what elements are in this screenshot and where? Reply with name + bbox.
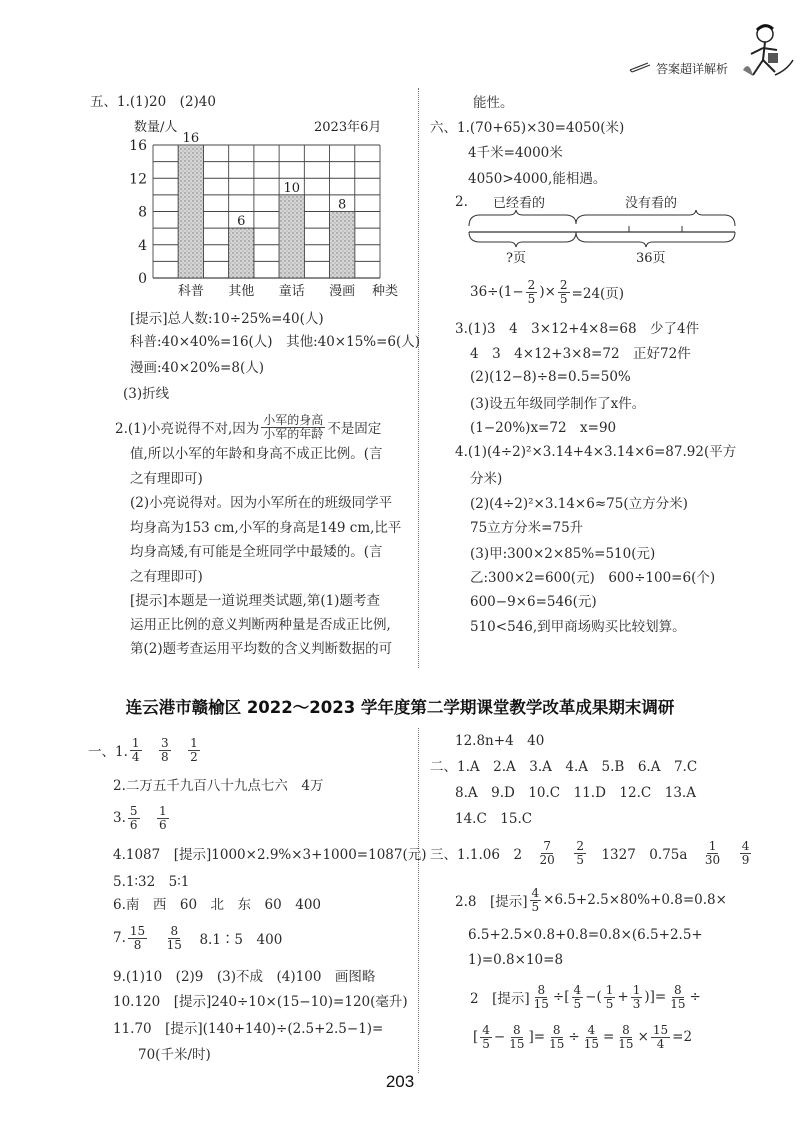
y-tick-label: 12 [129,171,147,188]
fraction-denominator: 5 [527,291,536,306]
fraction-denominator: 9 [741,852,750,867]
answer-text: (3)折线 [123,386,170,402]
answer-line [470,610,686,640]
fraction [157,805,169,832]
fraction-numerator: 1 [159,803,167,818]
answer-line [88,735,202,765]
bar-value-label: 16 [182,131,200,146]
fraction-denominator: 30 [704,852,721,867]
fraction-numerator: 1 [632,982,641,997]
answer-text: 1)=0.8×10=8 [468,952,564,968]
answer-text: 乙:300×2=600(元) 600÷100=6(个) [470,570,716,586]
answer-text: ×6.5+2.5×80%+0.8=0.8× [543,892,727,908]
answer-line [130,632,392,662]
answer-text: =24(页) [571,286,625,302]
y-tick-label: 8 [138,204,147,221]
fraction-denominator: 3 [632,996,641,1011]
answer-text: 4.(1)(4÷2)²×3.14+4×3.14×6=87.92(平方 [455,444,737,460]
fraction [703,840,722,867]
section-title: 连云港市赣榆区 2022～2023 学年度第二学期课堂教学改革成果期末调研 [125,698,675,717]
bar-value-label: 8 [338,197,347,213]
fraction-numerator: 4 [482,1022,490,1037]
answer-line [113,985,408,1015]
fraction-denominator: 8 [133,937,142,952]
answer-text: 4.1087 [提示]1000×2.9%×3+1000=1087(元) [113,847,427,863]
fraction [530,887,542,914]
answer-text: 510<546,到甲商场购买比较划算。 [470,619,686,635]
answer-text: 2.(1)小亮说得不对,因为 [115,421,260,437]
fraction-denominator: 8 [161,749,169,764]
answer-text: ÷ [568,1029,580,1045]
answer-line [430,838,753,868]
fraction [582,1024,601,1051]
diagram-unknown-label: ?页 [506,251,526,266]
brand-label: 答案超详解析 [656,62,729,76]
answer-text [173,740,187,760]
answer-text: (1−20%)x=72 x=90 [470,420,617,436]
fraction [538,840,557,867]
fraction-denominator: 15 [618,1036,634,1051]
fraction-numerator: 4 [573,982,582,997]
answer-text: 10.120 [提示]240÷10×(15−10)=120(毫升) [113,994,408,1010]
answer-line [455,885,727,915]
fraction [651,1024,670,1051]
answer-line [113,888,321,918]
answer-text: 600−9×6=546(元) [470,594,597,610]
fraction-denominator: 15 [670,996,686,1011]
fraction-denominator: 小军的年龄 [263,426,324,441]
answer-line [455,435,736,465]
fraction-denominator: 5 [573,996,582,1011]
answer-line [113,769,323,799]
fraction-denominator: 5 [531,899,540,914]
answer-text: 6.南 西 60 北 东 60 400 [113,897,322,913]
answer-line [123,377,169,407]
diagram-read-label: 已经看的 [493,196,546,211]
answer-text: 五、1.(1)20 (2)40 [90,94,216,110]
answer-text: 之有理即可) [130,569,203,585]
fraction-numerator: 1 [605,982,614,997]
answer-text: )× [539,284,556,300]
cartoon-boy-icon [735,20,795,85]
fraction [480,1024,492,1051]
answer-text: 二、1.A 2.A 3.A 4.A 5.B 6.A 7.C [430,759,698,775]
answer-text: 值,所以小军的年龄和身高不成正比例。(言 [130,446,383,462]
fraction [604,984,616,1011]
answer-text: 5.1∶32 5∶1 [113,874,190,890]
chart-ylabel: 数量/人 [134,120,178,135]
answer-text: (3)甲:300×2×85%=510(元) [470,546,656,562]
fraction-denominator: 2 [190,749,198,764]
answer-text: (2)小亮说得对。因为小军所在的班级同学平 [130,495,393,511]
x-category-label: 漫画 [329,284,356,299]
answer-text: ]= [528,1029,546,1045]
chart-bar [279,195,304,278]
answer-text: = [602,1029,615,1045]
fraction-denominator: 5 [576,852,584,867]
fraction-numerator: 小军的身高 [263,412,324,427]
chart-xlabel: 种类 [372,284,399,299]
answer-text: 12.8n+4 40 [455,733,545,749]
answer-text: [提示]本题是一道说理类试题,第(1)题考查 [130,593,380,609]
fraction [631,984,643,1011]
answer-text: 11.70 [提示](140+140)÷(2.5+2.5−1)= [113,1021,384,1037]
answer-text: 3. [113,810,126,826]
fraction-denominator: 15 [533,996,549,1011]
fraction-numerator: 4 [741,838,750,853]
answer-text: 科普:40×40%=16(人) 其他:40×15%=6(人) [130,334,421,350]
answer-text: 2. [455,194,468,210]
page-number: 203 [385,1072,415,1091]
answer-text: 8.A 9.D 10.C 11.D 12.C 13.A [455,785,696,801]
fraction-numerator: 8 [513,1022,521,1037]
answer-text: 均身高为153 cm,小军的身高是149 cm,比平 [130,520,402,536]
fraction-numerator: 7 [543,838,551,853]
answer-line [138,1038,211,1068]
fraction [507,1024,526,1051]
fraction-numerator: 8 [170,923,179,938]
tape-diagram [460,190,750,270]
fraction [558,279,570,306]
fraction-denominator: 4 [656,1036,665,1051]
answer-text: − [493,1029,506,1045]
answer-text: =2 [672,1029,693,1045]
answer-line [113,803,171,833]
fraction-numerator: 2 [576,838,584,853]
answer-text: 70(千米/时) [138,1047,211,1063]
answer-line [455,187,468,217]
answer-text: 2.二万五千九百八十九点七六 4万 [113,778,324,794]
answer-line [113,923,282,953]
answer-text: 漫画:40×20%=8(人) [130,360,264,376]
answer-text: 第(2)题考查运用平均数的含义判断数据的可 [130,641,393,657]
fraction-numerator: 8 [674,982,682,997]
answer-text: 三、1.1.06 2 [430,847,536,863]
fraction-numerator: 15 [652,1022,669,1037]
pencil-icon [628,60,652,74]
answer-text: 运用正比例的意义判断两种量是否成正比例, [130,617,391,633]
answer-line [468,162,606,192]
answer-text: 8.1∶5 400 [185,932,283,948]
answer-text: )]= [644,989,667,1005]
answer-text: 4千米=4000米 [468,145,563,161]
answer-text: 不是固定 [327,421,382,437]
fraction [740,840,752,867]
answer-text: ÷[ [552,989,570,1005]
answer-text: 9.(1)10 (2)9 (3)不成 (4)100 画图略 [113,969,376,985]
answer-text: + [617,989,629,1005]
fraction-denominator: 5 [559,291,568,306]
y-tick-label: 16 [129,138,147,154]
diagram-unread-label: 没有看的 [625,196,678,211]
fraction [532,984,551,1011]
fraction-numerator: 15 [129,923,146,938]
fraction-numerator: 1 [190,735,198,750]
fraction-denominator: 15 [509,1036,525,1051]
fraction-numerator: 3 [161,735,169,750]
answer-text: 六、1.(70+65)×30=4050(米) [430,120,625,136]
y-tick-label: 0 [138,271,147,287]
answer-text [144,740,158,760]
fraction [130,737,142,764]
fraction-denominator: 6 [129,817,138,832]
answer-text: × [637,1029,649,1045]
answer-text: 7. [113,930,126,946]
fraction [128,925,147,952]
chart-bar [330,212,355,279]
answer-line [470,982,701,1012]
answer-text: ÷ [689,989,701,1005]
answer-text: 75立方分米=75升 [470,520,584,536]
fraction-denominator: 15 [549,1036,565,1051]
answer-text: 6.5+2.5×0.8+0.8=0.8×(6.5+2.5+ [468,927,703,943]
answer-text: 一、1. [88,744,128,760]
answer-text: 36÷(1− [470,284,524,300]
fraction-numerator: 2 [559,277,568,292]
fraction [188,737,200,764]
answer-text: 4 3 4×12+3×8=72 正好72件 [470,346,691,362]
answer-text: 1327 0.75a [587,847,701,863]
answer-line [468,945,563,975]
x-category-label: 童话 [278,284,305,299]
bar-value-label: 10 [283,180,300,196]
fraction-numerator: 8 [537,982,546,997]
answer-text: 均身高矮,有可能是全班同学中最矮的。(言 [130,544,383,560]
fraction-numerator: 4 [587,1022,596,1037]
top-brace [469,210,735,226]
fraction-numerator: 8 [552,1022,561,1037]
answer-line [113,838,427,868]
answer-text [559,843,573,863]
answer-line [455,802,532,832]
answer-text: 2.8 [提示] [455,894,528,910]
answer-text: (2)(4÷2)²×3.14×6≈75(立方分米) [470,496,688,512]
answer-text: 能性。 [473,95,514,111]
y-tick-label: 4 [138,237,147,254]
bar-value-label: 6 [237,214,246,230]
answer-line [470,277,624,307]
fraction-denominator: 5 [482,1036,490,1051]
fraction-numerator: 4 [531,885,540,900]
fraction [165,925,184,952]
fraction-numerator: 1 [131,735,140,750]
fraction [572,984,584,1011]
fraction [547,1024,566,1051]
fraction-denominator: 15 [583,1036,599,1051]
diagram-pages-label: 36页 [636,251,666,266]
chart-bar [229,228,254,278]
fraction-denominator: 4 [131,749,140,764]
fraction [668,984,687,1011]
fraction-numerator: 2 [527,277,536,292]
answer-text: 2 [提示] [470,991,530,1007]
answer-text: 3.(1)3 4 3×12+4×8=68 少了4件 [455,321,700,337]
chart-bar [178,145,203,278]
fraction-numerator: 8 [622,1022,630,1037]
fraction [616,1024,635,1051]
answer-text: (2)(12−8)÷8=0.5=50% [470,369,631,385]
answer-text [724,843,738,863]
answer-text: [提示]总人数:10÷25%=40(人) [130,311,324,327]
answer-text: (3)设五年级同学制作了x件。 [470,396,646,412]
answer-text: 14.C 15.C [455,811,533,827]
fraction-numerator: 5 [129,803,138,818]
answer-line [473,1022,692,1052]
fraction-denominator: 15 [166,937,182,952]
answer-text: −( [585,989,602,1005]
fraction-denominator: 5 [605,996,614,1011]
fraction-denominator: 20 [539,852,555,867]
answer-text: 之有理即可) [130,471,203,487]
fraction-denominator: 6 [159,817,167,832]
answer-text: 4050>4000,能相遇。 [468,171,607,187]
bottom-brace [469,232,735,247]
answer-line [90,85,216,115]
fraction [574,840,586,867]
answer-text: 分米) [470,471,503,487]
fraction-numerator: 1 [708,838,717,853]
answer-text [149,928,163,948]
column-divider [418,728,419,1073]
fraction [526,279,538,306]
answer-text [142,808,156,828]
fraction [159,737,171,764]
answer-text: [ [473,1029,479,1045]
bar-chart [0,0,420,310]
x-category-label: 科普 [177,284,204,299]
chart-title: 2023年6月 [314,120,382,135]
x-category-label: 其他 [228,284,255,299]
fraction [128,805,140,832]
